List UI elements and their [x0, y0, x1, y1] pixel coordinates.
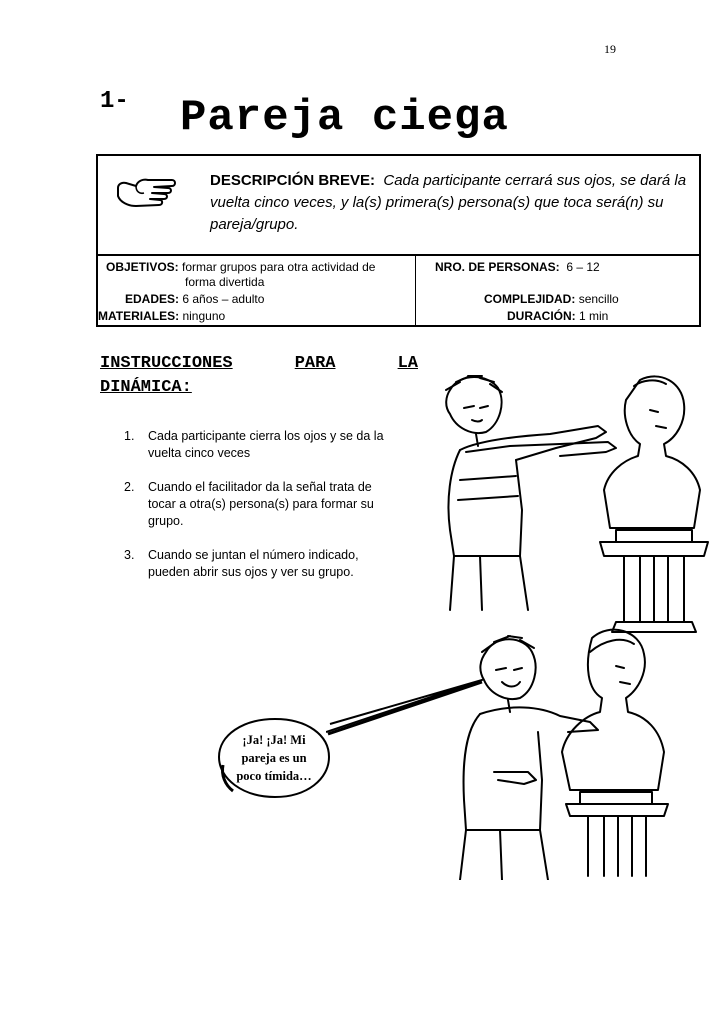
description-body: Cada participante cerrará sus ojos, se dará la vuelta cinco veces, y la(s) primera(s) persona(s) que toca será(n) su pareja/grupo.: [210, 172, 687, 233]
heading-word-4: DINÁMICA:: [100, 378, 192, 397]
complejidad-label: COMPLEJIDAD:: [484, 292, 576, 306]
step-number: 1.: [124, 429, 135, 443]
step-number: 3.: [124, 548, 135, 562]
duracion-row: [507, 309, 608, 323]
objetivos-value: formar grupos para otra actividad de: [182, 260, 376, 274]
cartoon-illustration: [420, 360, 710, 880]
bubble-line-1: ¡Ja! ¡Ja! Mi: [242, 733, 306, 747]
objetivos-label: OBJETIVOS:: [106, 260, 179, 274]
materiales-label: MATERIALES:: [98, 309, 180, 323]
bubble-line-2: pareja es un: [241, 751, 307, 765]
heading-word-2: PARA: [294, 354, 336, 373]
duracion-value: 1 min: [579, 309, 609, 323]
step-text: Cuando se juntan el número indicado, pueden abrir sus ojos y ver su grupo.: [148, 548, 359, 579]
personas-value: 6 – 12: [566, 260, 600, 274]
step-text: Cada participante cierra los ojos y se da la vuelta cinco veces: [148, 429, 384, 460]
bubble-line-3: poco tímida…: [236, 769, 312, 783]
boy-reaching-top: [446, 376, 616, 610]
page-title: Pareja ciega: [180, 93, 509, 143]
objetivos-row: [106, 260, 375, 274]
speech-bubble-tail: [326, 676, 486, 736]
duracion-label: DURACIÓN:: [507, 309, 576, 323]
bust-statue-top: [600, 376, 708, 632]
edades-label: EDADES:: [125, 292, 180, 306]
heading-word-1: INSTRUCCIONES: [100, 354, 233, 373]
instructions-heading: [100, 352, 418, 400]
bust-statue-bottom: [562, 630, 668, 876]
edades-value: 6 años – adulto: [182, 292, 265, 306]
step-number: 2.: [124, 480, 135, 494]
heading-word-3: LA: [397, 354, 418, 373]
step-text: Cuando el facilitador da la señal trata de tocar a otra(s) persona(s) para formar su grupo.: [148, 480, 374, 528]
complejidad-row: [484, 292, 619, 306]
objetivos-row-2: [185, 275, 264, 289]
list-item: [118, 428, 398, 462]
description-box: [96, 154, 701, 256]
edades-row: [125, 292, 264, 306]
meta-divider: [415, 255, 416, 325]
complejidad-value: sencillo: [578, 292, 619, 306]
boy-laughing-bottom: [460, 636, 598, 880]
instructions-list: [118, 428, 398, 598]
page-number: 19: [604, 42, 616, 56]
description-label: DESCRIPCIÓN BREVE:: [210, 172, 376, 189]
description-text: [210, 170, 690, 236]
list-item: [118, 547, 398, 581]
pointing-hand-icon: [114, 174, 178, 214]
materiales-row: [98, 309, 225, 323]
objetivos-value-2: forma divertida: [185, 275, 265, 289]
activity-number: 1-: [100, 88, 129, 115]
meta-info-box: [96, 255, 701, 327]
list-item: [118, 479, 398, 530]
personas-row: [435, 260, 600, 274]
personas-label: NRO. DE PERSONAS:: [435, 260, 560, 274]
materiales-value: ninguno: [182, 309, 226, 323]
speech-bubble-text: [215, 731, 333, 785]
